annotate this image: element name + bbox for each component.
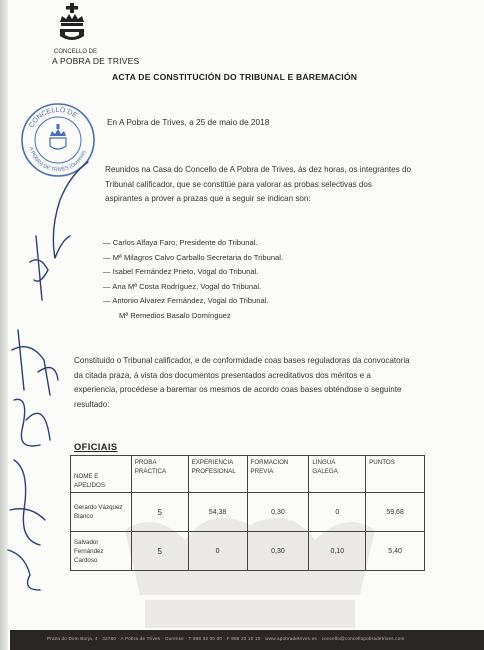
table-header-row xyxy=(71,456,425,493)
document-title: ACTA DE CONSTITUCIÓN DO TRIBUNAL E BAREMACIÓN xyxy=(112,72,358,82)
council-crest-icon xyxy=(57,2,87,44)
page-fold-shadow xyxy=(0,0,8,650)
council-label-small: CONCELLO DE xyxy=(54,49,98,55)
header-cell: LINGUA GALEGA xyxy=(309,456,366,493)
table-cell: 5,40 xyxy=(366,532,425,571)
header-cell: NOME E APELIDOS xyxy=(71,456,132,493)
table-cell: 5 xyxy=(131,532,188,571)
footer-text: Praza do Dom Borja, 4 · 32780 · A Pobra de Trives · Ourense · T 988 33 00 00 · F 988 33 10 10 · www.apobradetrives.es · concello@concellopobradetrives.com xyxy=(47,636,405,641)
member-item: — Ana Mª Costa Rodríguez, Vogal do Tribunal. xyxy=(103,281,262,291)
signature-2 xyxy=(30,236,48,300)
signature-3 xyxy=(12,330,58,395)
table-cell: 0,30 xyxy=(247,532,309,571)
table-cell: 0,10 xyxy=(309,532,366,571)
member-item: — Carlos Alfaya Faro, Presidente do Tribunal. xyxy=(103,238,258,247)
stamp-ring-bottom: A POBRA DE TRIVES (Ourense) xyxy=(27,146,88,174)
signature-6 xyxy=(8,550,40,590)
signature-4 xyxy=(14,399,50,446)
header-cell: EXPERIENCIA PROFESIONAL xyxy=(188,456,247,493)
results-table xyxy=(70,455,425,571)
intro-paragraph: Reunidos na Casa do Concello de A Pobra de Trives, ás dez horas, os integrantes do Tribunal calificador, que se constitúe para valorar as probas selectivas dos aspirantes a prover a prazas que a seguir se indican son: xyxy=(105,165,411,203)
header-cell: FORMACION PREVIA xyxy=(247,456,309,493)
header-cell: PROBA PRACTICA xyxy=(131,456,188,493)
official-stamp xyxy=(20,102,96,178)
footer-bar xyxy=(10,630,484,650)
table-cell: 0 xyxy=(188,532,247,571)
dateline: En A Pobra de Trives, a 25 de maio de 2018 xyxy=(107,117,270,127)
council-name: A POBRA DE TRIVES xyxy=(52,56,140,66)
stamp-crest-icon xyxy=(50,124,66,149)
table-cell: Salvador Fernández Cardoso xyxy=(71,532,132,571)
member-item: — Mª Milagros Calvo Carballo Secretaria do Tribunal. xyxy=(103,252,284,262)
table-cell: 54,38 xyxy=(188,493,247,532)
member-item: Mª Remedios Basalo Domínguez xyxy=(119,310,231,320)
table-row xyxy=(71,532,425,571)
section-title-oficiais: OFICIAIS xyxy=(74,442,118,452)
table-cell: 5 xyxy=(131,493,188,532)
signature-5 xyxy=(10,460,45,545)
table-cell: 59,68 xyxy=(366,493,425,532)
header-cell: PUNTOS xyxy=(366,456,425,493)
stamp-ring-top: CONCELLO DE xyxy=(28,106,79,130)
svg-text:CONCELLO DE xyxy=(28,107,78,129)
table-cell: 0 xyxy=(309,493,366,532)
table-cell: 0,30 xyxy=(247,493,309,532)
results-paragraph: Constituido o Tribunal calificador, e de conformidade coas bases reguladoras da convocatoria da citada praza, á vista dos documentos presentados acreditativos dos méritos e a experiencia, procédese a baremar os mesmos de acordo coas bases obténdose o seguinte resultado: xyxy=(74,356,410,409)
table-cell: Gerardo Vázquez Blanco xyxy=(71,493,132,532)
tribunal-member-list xyxy=(103,236,283,324)
member-item: — Antonio Alvarez Fernández, Vogal do Tribunal. xyxy=(103,296,269,306)
table-row xyxy=(71,493,425,532)
member-item: — Isabel Fernández Prieto, Vogal do Tribunal. xyxy=(103,267,259,277)
